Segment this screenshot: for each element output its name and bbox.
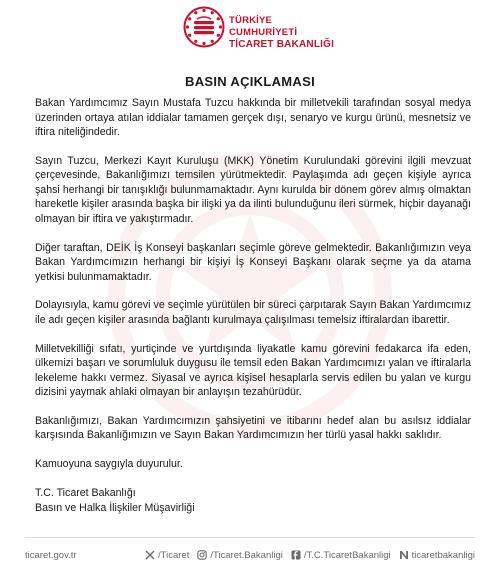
nsosyal-icon [399,550,409,560]
paragraph-4: Dolayısıyla, kamu görevi ve seçimle yürütülen bir süreci çarpıtarak Sayın Bakan Yardımcımız ile adı geçen kişiler arasında bağlantı kurulmaya çalışılması temelsiz iftiralardan ibarettir. [35,299,471,326]
paragraph-5: Milletvekilliği sıfatı, yurtiçinde ve yurtdışında liyakatle kamu görevini fedakarca ifa eden, ülkemizi başarı ve sorumluluk duygusu ile temsil eden Bakan Yardımcımızı yalan ve iftiralarla lekeleme hakkı vermez. Siyasal ve ayrıca kişisel hesaplarla servis edilen bu yalan ve kurgu dizisini yaymak ahlaki olmayan bir anlayışın tezahürüdür. [35,342,471,399]
page-title: BASIN AÇIKLAMASI [185,74,315,89]
ministry-line-2: TİCARET BAKANLIĞI [229,39,335,50]
social-label-instagram: /Ticaret.Bakanligi [210,549,283,561]
social-links [145,550,475,561]
signature-line-2: Basın ve Halka İlişkiler Müşavirliği [35,501,195,514]
ministry-emblem-icon [183,6,225,48]
paragraph-closing: Kamuoyuna saygıyla duyurulur. [35,458,183,471]
social-link-facebook[interactable] [291,550,391,561]
header [183,6,343,58]
social-label-facebook: /T.C.TicaretBakanligi [303,549,391,561]
social-label-nsosyal: ticaretbakanligi [411,549,475,561]
signature-block [35,486,471,515]
social-link-x[interactable] [145,550,189,561]
facebook-icon [291,550,301,560]
paragraph-6: Bakanlığımızı, Bakan Yardımcımızın şahsiyetini ve itibarını hedef alan bu asılsız iddialar karşısında Bakanlığımızın ve Sayın Bakan Yardımcımızın her türlü yasal hakkı saklıdır. [35,414,471,442]
social-link-nsosyal[interactable] [399,550,475,561]
website-link[interactable]: ticaret.gov.tr [25,549,77,561]
paragraph-2: Sayın Tuzcu, Merkezi Kayıt Kuruluşu (MKK) Yönetim Kurulundaki görevini ilgili mevzuat çerçevesinde, Bakanlığımızı temsilen yürütmektedir. Paylaşımda adı geçen kişiyle ayrıca şahsi herhangi bir tanışıklığı bulunmamaktadır. Aynı kurulda bir dönem görev almış olmaktan hareketle kişiler arasında başka bir ilişki ya da ilinti bulunduğunu ileri sürmek, hiçbir dayanağı olmayan bir iftira ve yakıştırmadır. [35,154,471,225]
social-label-x: /Ticaret [158,549,190,561]
paragraph-1: Bakan Yardımcımız Sayın Mustafa Tuzcu hakkında bir milletvekili tarafından sosyal medya üzerinden ortaya atılan iddialar tamamen gerçek dışı, senaryo ve kurgu ürünü, mesnetsiz ve iftira niteliğindedir. [35,97,471,138]
statement-body [35,96,471,515]
signature-line-1: T.C. Ticaret Bakanlığı [35,487,136,500]
ministry-line-1: TÜRKİYE CUMHURİYETİ [229,15,298,38]
paragraph-3: Diğer taraftan, DEİK İş Konseyi başkanları seçimle göreve gelmektedir. Bakanlığımızın veya Bakan Yardımcımızın herhangi bir kişiyi İş Konseyi Başkanı olarak seçme ya da atama yetkisi bulunmamaktadır. [35,241,471,283]
ministry-name [229,15,343,51]
footer-divider [25,537,475,538]
social-link-instagram[interactable] [197,550,283,561]
footer [25,543,475,567]
x-icon [145,550,155,560]
instagram-icon [197,550,207,560]
